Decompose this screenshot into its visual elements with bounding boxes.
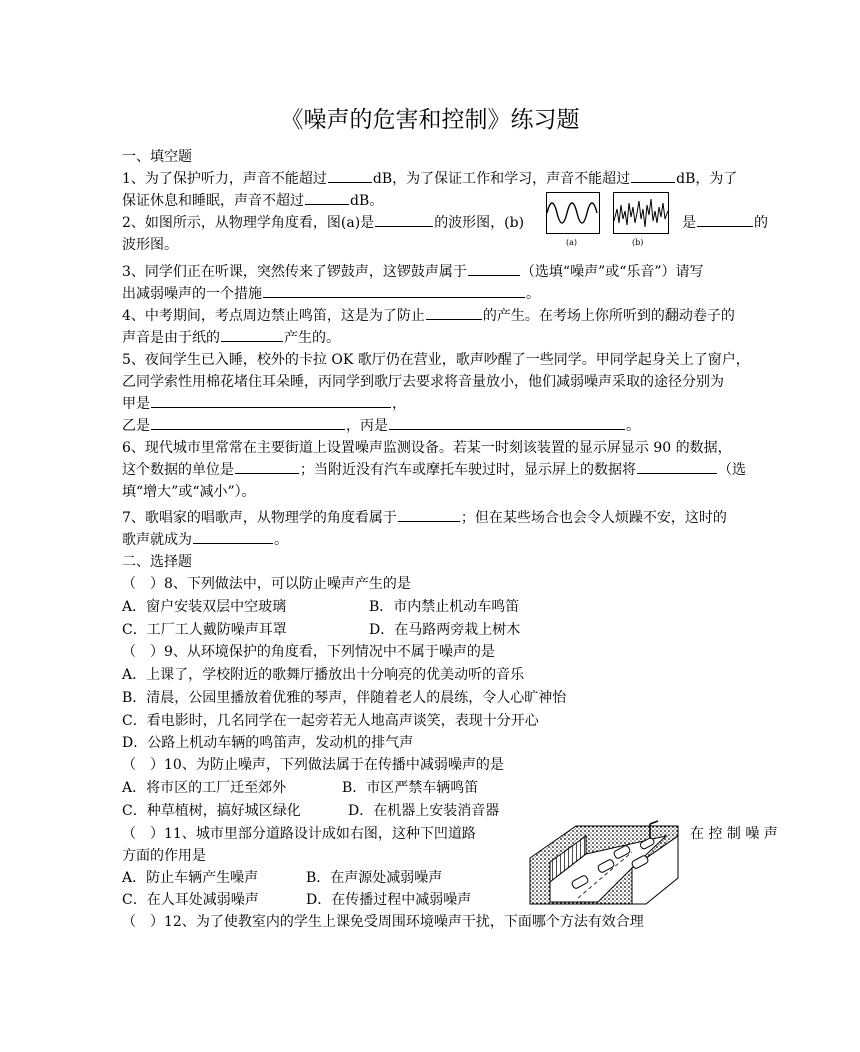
question-11-stem-cont: 方面的作用是 — [122, 848, 206, 864]
answer-blank[interactable] — [468, 261, 520, 276]
question-4-cont: 声音是由于纸的 产生的。 — [122, 327, 778, 349]
option-11d[interactable]: D．在传播过程中减弱噪声 — [306, 892, 472, 908]
question-2-cont: 波形图。 — [122, 237, 178, 253]
option-9b[interactable]: B．清晨，公园里播放着优雅的琴声，伴随着老人的晨练，令人心旷神怡 — [122, 690, 567, 706]
noise-waveform-figure — [613, 192, 669, 234]
question-2: 2、如图所示，从物理学角度看，图(a)是 的波形图，(b) — [122, 212, 524, 234]
answer-blank[interactable] — [221, 327, 283, 342]
option-8b[interactable]: B．市内禁止机动车鸣笛 — [369, 599, 520, 615]
option-11a[interactable]: A．防止车辆产生噪声 — [122, 870, 259, 886]
answer-blank[interactable] — [697, 212, 753, 227]
option-8a[interactable]: A．窗户安装双层中空玻璃 — [122, 599, 287, 615]
option-10b[interactable]: B．市区严禁车辆鸣笛 — [342, 780, 479, 796]
answer-blank[interactable] — [328, 168, 372, 183]
answer-blank[interactable] — [193, 529, 273, 544]
option-11b[interactable]: B．在声源处减弱噪声 — [306, 870, 443, 886]
option-10a[interactable]: A．将市区的工厂迁至郊外 — [122, 780, 287, 796]
question-11-stem-right: 在 控 制 噪 声 — [690, 826, 778, 842]
answer-blank[interactable] — [235, 459, 299, 474]
answer-blank[interactable] — [637, 459, 717, 474]
question-9-stem: （ ）9、从环境保护的角度看，下列情况中不属于噪声的是 — [122, 644, 495, 660]
question-6-line2: 这个数据的单位是 ；当附近没有汽车或摩托车驶过时，显示屏上的数据将 （选 — [122, 459, 778, 481]
option-11c[interactable]: C．在人耳处减弱噪声 — [122, 892, 259, 908]
page-title: 《噪声的危害和控制》练习题 — [280, 107, 580, 133]
question-1-cont: 保证休息和睡眠，声音不超过 dB。 — [122, 190, 778, 212]
question-8-stem: （ ）8、下列做法中，可以防止噪声产生的是 — [122, 576, 411, 592]
question-12-stem: （ ）12、为了使教室内的学生上课免受周围环境噪声干扰，下面哪个方法有效合理 — [122, 914, 644, 930]
answer-blank[interactable] — [263, 283, 525, 298]
answer-blank[interactable] — [305, 190, 349, 205]
option-8d[interactable]: D．在马路两旁栽上树木 — [369, 622, 521, 638]
question-2-right: 是 的 — [682, 212, 768, 234]
question-3-cont: 出减弱噪声的一个措施 。 — [122, 283, 778, 305]
question-10-stem: （ ）10、为防止噪声，下列做法属于在传播中减弱噪声的是 — [122, 757, 504, 773]
section-heading-fill-in: 一、填空题 — [122, 149, 192, 165]
question-7: 7、歌唱家的唱歌声，从物理学的角度看属于 ；但在某些场合也会令人烦躁不安，这时的 — [122, 507, 778, 529]
question-6: 6、现代城市里常常在主要街道上设置噪声监测设备。若某一时刻该装置的显示屏显示 90 的数据， — [122, 440, 732, 456]
option-8c[interactable]: C．工厂工人戴防噪声耳罩 — [122, 622, 287, 638]
answer-blank[interactable] — [151, 415, 345, 430]
question-5: 5、夜间学生已入睡，校外的卡拉 OK 歌厅仍在营业，歌声吵醒了一些同学。甲同学起身关上了窗户， — [122, 352, 750, 368]
option-10c[interactable]: C．种草植树，搞好城区绿化 — [122, 803, 301, 819]
question-5-line3: 甲是 ， — [122, 393, 778, 415]
figure-label-a: (a) — [566, 238, 578, 247]
answer-blank[interactable] — [398, 507, 460, 522]
question-6-line3: 填“增大”或“减小”）。 — [122, 484, 256, 500]
question-5-line4: 乙是 ，丙是 。 — [122, 415, 778, 437]
answer-blank[interactable] — [631, 168, 675, 183]
figure-label-b: (b) — [632, 238, 644, 247]
question-5-line2: 乙同学索性用棉花堵住耳朵睡，丙同学到歌厅去要求将音量放小，他们减弱噪声采取的途径分别为 — [122, 374, 724, 390]
option-10d[interactable]: D．在机器上安装消音器 — [348, 803, 500, 819]
option-9d[interactable]: D．公路上机动车辆的鸣笛声，发动机的排气声 — [122, 735, 414, 751]
answer-blank[interactable] — [151, 393, 391, 408]
option-9a[interactable]: A．上课了，学校附近的歌舞厅播放出十分响亮的优美动听的音乐 — [122, 667, 525, 683]
sunken-road-illustration — [528, 818, 680, 906]
option-9c[interactable]: C．看电影时，几名同学在一起旁若无人地高声谈笑，表现十分开心 — [122, 713, 539, 729]
section-heading-choice: 二、选择题 — [122, 554, 192, 570]
answer-blank[interactable] — [389, 415, 625, 430]
question-7-cont: 歌声就成为 。 — [122, 529, 778, 551]
question-1: 1、为了保护听力，声音不能超过 dB，为了保证工作和学习，声音不能超过 dB，为了 — [122, 168, 778, 190]
question-4: 4、中考期间，考点周边禁止鸣笛，这是为了防止 的产生。在考场上你所听到的翻动卷子的 — [122, 305, 778, 327]
question-3: 3、同学们正在听课，突然传来了锣鼓声，这锣鼓声属于 （选填“噪声”或“乐音”）请写 — [122, 261, 778, 283]
question-11-stem: （ ）11、城市里部分道路设计成如右图，这种下凹道路 — [122, 826, 476, 842]
sine-waveform-figure — [546, 192, 600, 234]
answer-blank[interactable] — [375, 212, 433, 227]
answer-blank[interactable] — [426, 305, 482, 320]
